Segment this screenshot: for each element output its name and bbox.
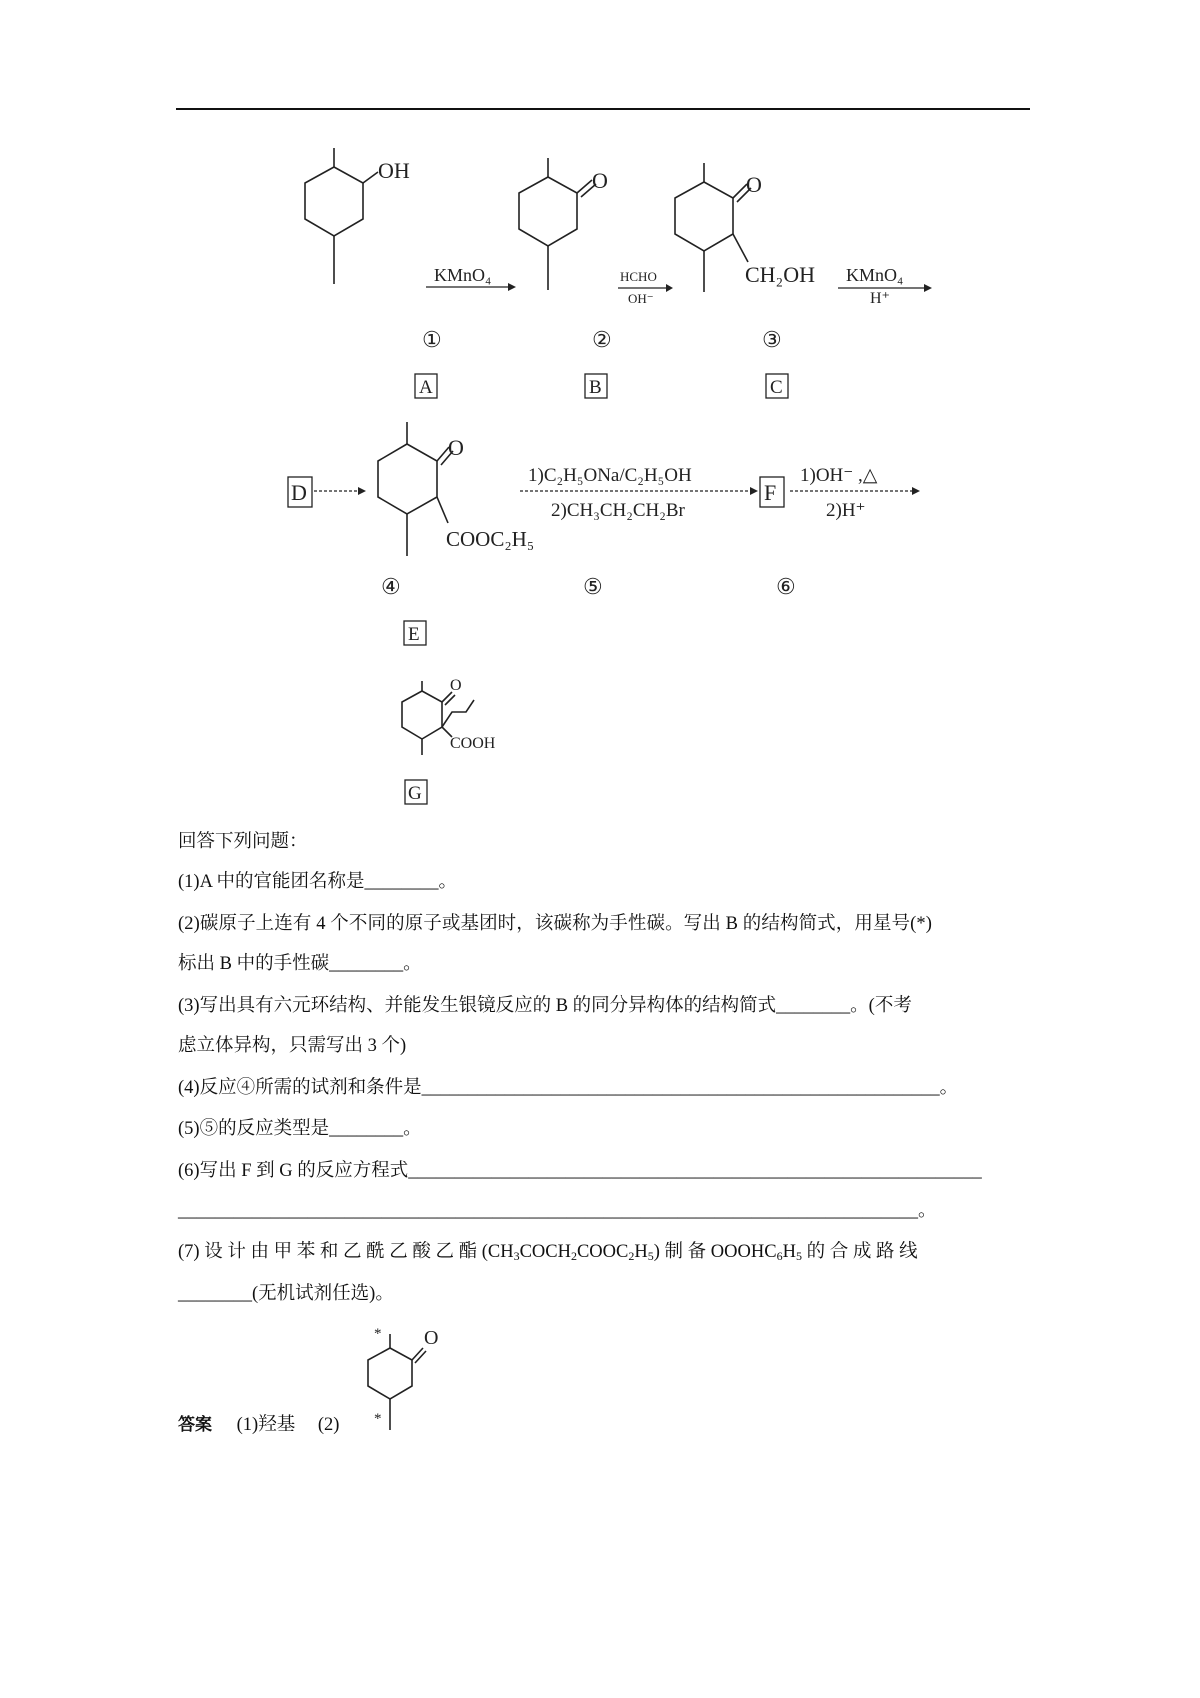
compound-2-o-label: O [592,168,608,193]
answer-2-structure [360,1320,470,1440]
compound-4-ester-label: COOC₂H₅ [446,527,535,551]
arrow-5 [520,465,758,521]
svg-text:D: D [291,480,307,505]
answer-2: (2) [317,1415,340,1435]
compound-g-structure [402,677,496,755]
svg-text:G: G [408,783,422,804]
compound-g-cooh-label: COOH [450,735,496,752]
svg-text:B: B [589,377,602,398]
questions-intro: 回答下列问题： [178,832,308,852]
arrow-1 [426,265,516,291]
compound-1-oh-label: OH [378,158,410,183]
step-5: ⑤ [583,574,603,599]
arrow-2 [618,269,673,306]
arrow-3 [838,265,932,307]
question-6-line-2: ________________________________________________________________________________。 [178,1201,937,1221]
arrow-2-reagent-bottom: OH⁻ [628,291,654,306]
question-2-line-2: 标出 B 中的手性碳________。 [178,954,422,974]
arrow-3-reagent-bottom: H⁺ [870,290,890,307]
answer-label: 答案 [178,1415,212,1435]
arrow-3-reagent-top: KMnO₄ [846,265,904,285]
compound-3-structure [675,163,815,292]
compound-3-o-label: O [746,172,762,197]
compound-1-structure [305,148,410,284]
answer-structure-o-label: O [424,1327,439,1349]
step-2: ② [592,327,612,352]
step-4: ④ [381,574,401,599]
box-d [288,477,312,507]
reaction-scheme [0,0,1200,830]
compound-4-o-label: O [448,435,464,460]
box-b [585,374,607,398]
box-f [760,477,784,507]
answer-1: (1)羟基 [236,1415,296,1435]
svg-text:E: E [408,624,420,645]
question-1: (1)A 中的官能团名称是________。 [178,872,458,892]
compound-4-structure [378,422,534,556]
box-c [766,374,788,398]
step-3: ③ [762,327,782,352]
question-7-line-1: (7) 设 计 由 甲 苯 和 乙 酰 乙 酸 乙 酯 $(CH_3COCH_2COOC_2H_5)$ 制 备 $OOOHC_6H_5$ 的 合 成 路 线 [178,1242,918,1263]
svg-text:F: F [764,480,777,505]
answer-line [178,1410,339,1436]
chiral-star-1: * [374,1326,382,1342]
question-5: (5)⑤的反应类型是________。 [178,1119,422,1139]
question-7-line-2: ________(无机试剂任选)。 [178,1284,394,1304]
arrow-1-reagent: KMnO₄ [434,265,492,285]
chiral-star-2: * [374,1411,382,1427]
step-1: ① [422,327,442,352]
question-4: (4)反应④所需的试剂和条件是________________________________________________________。 [178,1078,959,1098]
box-a [415,374,437,398]
arrow-5-reagent-top: 1)C₂H₅ONa/C₂H₅OH [528,465,692,486]
question-6-line-1: (6)写出 F 到 G 的反应方程式______________________________________________________________ [178,1161,982,1181]
svg-text:A: A [419,377,433,398]
arrow-6-reagent-top: 1)OH⁻ ,△ [800,465,878,486]
svg-text:C: C [770,377,783,398]
question-2-line-1: (2)碳原子上连有 4 个不同的原子或基团时，该碳称为手性碳。写出 B 的结构简式，用星号(*) [178,914,933,934]
box-g [405,780,427,804]
box-e [404,621,426,645]
compound-g-o-label: O [450,677,462,694]
arrow-4 [314,487,366,495]
compound-2-structure [519,158,608,290]
arrow-5-reagent-bottom: 2)CH₃CH₂CH₂Br [551,500,685,521]
arrow-6 [790,465,920,521]
compound-3-ch2oh-label: CH₂OH [745,262,816,287]
arrow-2-reagent-top: HCHO [620,269,657,284]
question-3-line-1: (3)写出具有六元环结构、并能发生银镜反应的 B 的同分异构体的结构简式________。(不考 [178,996,912,1016]
question-3-line-2: 虑立体异构，只需写出 3 个) [178,1036,407,1056]
step-6: ⑥ [776,574,796,599]
arrow-6-reagent-bottom: 2)H⁺ [826,500,866,521]
